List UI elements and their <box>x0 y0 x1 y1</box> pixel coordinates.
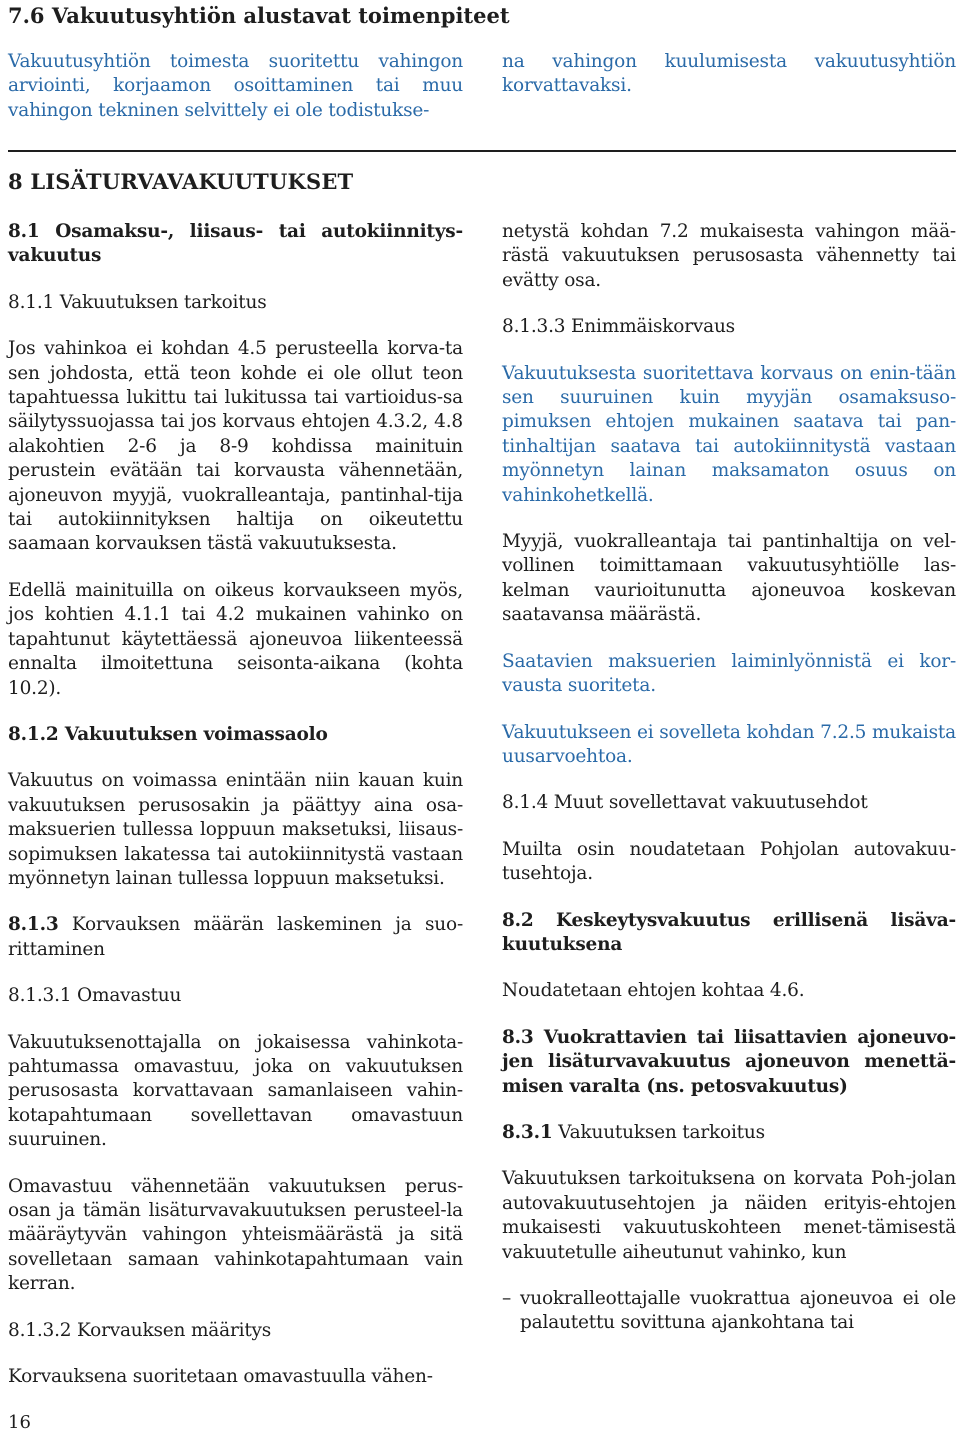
page-number: 16 <box>8 1412 31 1433</box>
heading-8-3-1-number: 8.3.1 <box>502 1121 553 1143</box>
top-right-paragraph: na vahingon kuulumisesta vakuutusyhtiön korvattavaksi. <box>502 51 956 97</box>
left-paragraph-5: Omavastuu vähennetään vakuutuksen perus-osan ja tämän lisäturvavakuutuksen perusteel-la määräytyvän vahingon yhteismäärästä ja sitä sovelletaan samaan vahinkotapahtumaan vain kerran. <box>8 1175 463 1295</box>
right-column <box>502 220 956 1336</box>
list-item <box>502 1287 956 1336</box>
left-paragraph-1: Jos vahinkoa ei kohdan 4.5 perusteella korva-ta sen johdosta, että teon kohde ei ole ollut teon tapahtuessa lukittu tai lukitussa tai vartioidus-sa säilytyssuojassa tai jos korvaus ehtojen 4.3.2, 4.8 alakohtien 2-6 ja 8-9 kohdissa mainituin perustein evätään tai korvausta vähennetään, ajoneuvon myyjä, vuokralleantaja, pantinhal-tija tai autokiinnityksen haltija on oikeutettu saamaan korvauksen tästä vakuutuksesta. <box>8 338 463 555</box>
heading-8-1-3-2: 8.1.3.2 Korvauksen määritys <box>8 1319 272 1341</box>
heading-8-3-1 <box>502 1121 956 1145</box>
right-paragraph-3: Myyjä, vuokralleantaja tai pantinhaltija on vel-vollinen toimittamaan vakuutusyhtiölle las-kelman vaurioitunutta ajoneuvoa koskevan saatavansa määrästä. <box>502 531 956 626</box>
heading-8-3-1-text: Vakuutuksen tarkoitus <box>552 1121 765 1143</box>
right-paragraph-5: Vakuutukseen ei sovelleta kohdan 7.2.5 mukaista uusarvoehtoa. <box>502 721 956 767</box>
section-title: 8 LISÄTURVAVAKUUTUKSET <box>8 169 354 194</box>
section-divider <box>8 150 956 152</box>
dash-bullet: – <box>502 1288 512 1309</box>
left-paragraph-3: Vakuutus on voimassa enintään niin kauan kuin vakuutuksen perusosakin ja päättyy aina osa-maksuerien tullessa loppuun maksetuksi, liisaus-sopimuksen lakatessa tai autokiinnitystä vastaan myönnetyn lainan tullessa loppuun maksetuksi. <box>8 770 463 889</box>
top-left-paragraph: Vakuutusyhtiön toimesta suoritettu vahingon arviointi, korjaamon osoittaminen tai muu vahingon tekninen selvittely ei ole todistukse- <box>8 51 463 121</box>
heading-8-2: 8.2 Keskeytysvakuutus erillisenä lisäva-kuutuksena <box>502 909 956 955</box>
right-paragraph-4: Saatavien maksuerien laiminlyönnistä ei kor-vausta suoriteta. <box>502 650 956 697</box>
left-paragraph-6: Korvauksena suoritetaan omavastuulla vähen- <box>8 1366 433 1388</box>
heading-8-1-3-3: 8.1.3.3 Enimmäiskorvaus <box>502 316 735 338</box>
right-paragraph-8: Vakuutuksen tarkoituksena on korvata Poh-jolan autovakuutusehtojen ja näiden erityis-ehtojen mukaisesti vakuutuskohteen menet-tämisestä vakuutetulle aiheutunut vahinko, kun <box>502 1168 956 1263</box>
right-paragraph-7: Noudatetaan ehtojen kohtaa 4.6. <box>502 980 805 1002</box>
right-paragraph-6: Muilta osin noudatetaan Pohjolan autovakuu-tusehtoja. <box>502 838 956 885</box>
heading-7-6: 7.6 Vakuutusyhtiön alustavat toimenpiteet <box>8 3 510 28</box>
heading-8-1-2: 8.1.2 Vakuutuksen voimassaolo <box>8 723 328 745</box>
heading-8-1-3-1: 8.1.3.1 Omavastuu <box>8 985 182 1007</box>
right-paragraph-1: netystä kohdan 7.2 mukaisesta vahingon mää-rästä vakuutuksen perusosasta vähennetty tai evätty osa. <box>502 221 956 291</box>
left-column <box>8 220 463 1389</box>
left-paragraph-2: Edellä mainituilla on oikeus korvaukseen myös, jos kohtien 4.1.1 tai 4.2 mukainen vahinko on tapahtunut käytettäessä ajoneuvoa liikenteessä ennalta ilmoitettuna seisonta-aikana (kohta 10.2). <box>8 579 463 699</box>
heading-8-1-1: 8.1.1 Vakuutuksen tarkoitus <box>8 291 267 313</box>
heading-8-3: 8.3 Vuokrattavien tai liisattavien ajoneuvo-jen lisäturvavakuutus ajoneuvon menettä-misen varalta (ns. petosvakuutus) <box>502 1026 956 1097</box>
heading-8-1-3-text: Korvauksen määrän laskeminen ja suo-rittaminen <box>8 914 463 960</box>
left-paragraph-4: Vakuutuksenottajalla on jokaisessa vahinkota-pahtumassa omavastuu, joka on vakuutuksen perusosasta korvattavaan samanlaiseen vahin-kotapahtumaan sovellettavan omavastuun suuruinen. <box>8 1031 463 1151</box>
list-item-text: vuokralleottajalle vuokrattua ajoneuvoa ei ole palautettu sovittuna ajankohtana tai <box>520 1288 956 1334</box>
heading-8-1-4: 8.1.4 Muut sovellettavat vakuutusehdot <box>502 792 868 814</box>
heading-8-1-3-number: 8.1.3 <box>8 914 59 936</box>
right-paragraph-2: Vakuutuksesta suoritettava korvaus on enin-tään sen suuruinen kuin myyjän osamaksuso-pimuksen ehtojen mukainen saatava tai pan-tinhaltijan saatava tai autokiinnitystä vastaan myönnetyn lainan maksamaton osuus on vahinkohetkellä. <box>502 362 956 506</box>
heading-8-1-3 <box>8 913 463 962</box>
heading-8-1: 8.1 Osamaksu-, liisaus- tai autokiinnitys-vakuutus <box>8 221 463 267</box>
